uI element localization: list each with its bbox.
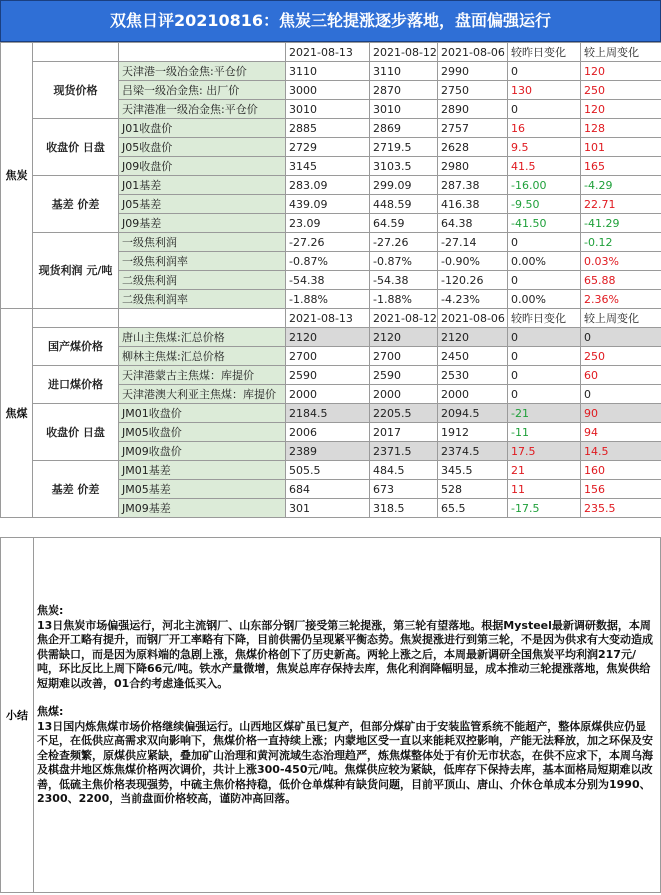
value-cell: 684	[286, 480, 370, 499]
row-label: 一级焦利润率	[119, 252, 286, 271]
row-group-label: 现货价格	[33, 62, 119, 119]
daily-change-cell: 0	[508, 328, 581, 347]
value-cell: 3103.5	[370, 157, 438, 176]
row-label: JM09收盘价	[119, 442, 286, 461]
value-cell: 2374.5	[438, 442, 508, 461]
column-header: 较昨日变化	[508, 43, 581, 62]
value-cell: 2980	[438, 157, 508, 176]
weekly-change-cell: 250	[581, 347, 661, 366]
weekly-change-cell: 0	[581, 328, 661, 347]
row-label: J05基差	[119, 195, 286, 214]
column-header: 较上周变化	[581, 43, 661, 62]
daily-change-cell: 130	[508, 81, 581, 100]
column-header: 2021-08-06	[438, 43, 508, 62]
column-header: 2021-08-12	[370, 309, 438, 328]
row-label: J01基差	[119, 176, 286, 195]
row-label: J09收盘价	[119, 157, 286, 176]
row-label: 天津港一级冶金焦:平仓价	[119, 62, 286, 81]
value-cell: 299.09	[370, 176, 438, 195]
weekly-change-cell: 94	[581, 423, 661, 442]
row-label: JM01收盘价	[119, 404, 286, 423]
row-group-label: 国产煤价格	[33, 328, 119, 366]
value-cell: 673	[370, 480, 438, 499]
row-group-label: 基差 价差	[33, 176, 119, 233]
column-header: 较上周变化	[581, 309, 661, 328]
value-cell: -4.23%	[438, 290, 508, 309]
weekly-change-cell: -0.12	[581, 233, 661, 252]
daily-change-cell: -21	[508, 404, 581, 423]
daily-change-cell: 9.5	[508, 138, 581, 157]
value-cell: -27.14	[438, 233, 508, 252]
row-group-label: 现货利润 元/吨	[33, 233, 119, 309]
weekly-change-cell: 65.88	[581, 271, 661, 290]
weekly-change-cell: -4.29	[581, 176, 661, 195]
section-label: 焦炭	[1, 43, 33, 309]
value-cell: 283.09	[286, 176, 370, 195]
value-cell: 2000	[286, 385, 370, 404]
weekly-change-cell: -41.29	[581, 214, 661, 233]
summary-label: 小结	[1, 538, 34, 892]
value-cell: 448.59	[370, 195, 438, 214]
value-cell: 2017	[370, 423, 438, 442]
value-cell: 2628	[438, 138, 508, 157]
daily-change-cell: 0.00%	[508, 290, 581, 309]
daily-change-cell: 17.5	[508, 442, 581, 461]
value-cell: 3000	[286, 81, 370, 100]
row-label: J09基差	[119, 214, 286, 233]
header-row	[1, 309, 661, 328]
row-group-label: 收盘价 日盘	[33, 404, 119, 461]
value-cell: 23.09	[286, 214, 370, 233]
value-cell: 2120	[286, 328, 370, 347]
row-label: 天津港澳大利亚主焦煤：库提价	[119, 385, 286, 404]
weekly-change-cell: 0	[581, 385, 661, 404]
weekly-change-cell: 235.5	[581, 499, 661, 518]
weekly-change-cell: 156	[581, 480, 661, 499]
daily-change-cell: 0.00%	[508, 252, 581, 271]
value-cell: -0.90%	[438, 252, 508, 271]
value-cell: 2869	[370, 119, 438, 138]
summary-panel	[0, 537, 661, 893]
row-group-label: 基差 价差	[33, 461, 119, 518]
row-label: 吕梁一级冶金焦: 出厂价	[119, 81, 286, 100]
value-cell: 1912	[438, 423, 508, 442]
value-cell: 2006	[286, 423, 370, 442]
table-row	[1, 328, 661, 347]
row-group-label: 进口煤价格	[33, 366, 119, 404]
coal-summary-title: 焦煤:	[37, 705, 64, 718]
daily-change-cell: -17.5	[508, 499, 581, 518]
value-cell: 3110	[286, 62, 370, 81]
row-label: J05收盘价	[119, 138, 286, 157]
daily-change-cell: 0	[508, 385, 581, 404]
table-row	[1, 233, 661, 252]
value-cell: 2750	[438, 81, 508, 100]
row-label: JM05收盘价	[119, 423, 286, 442]
row-label: 二级焦利润率	[119, 290, 286, 309]
row-label: 天津港准一级冶金焦:平仓价	[119, 100, 286, 119]
daily-change-cell: -9.50	[508, 195, 581, 214]
value-cell: -120.26	[438, 271, 508, 290]
value-cell: -0.87%	[370, 252, 438, 271]
table-row	[1, 176, 661, 195]
value-cell: 2729	[286, 138, 370, 157]
value-cell: -27.26	[286, 233, 370, 252]
coke-summary-title: 焦炭:	[37, 604, 64, 617]
value-cell: 2094.5	[438, 404, 508, 423]
value-cell: 2890	[438, 100, 508, 119]
value-cell: 2590	[370, 366, 438, 385]
section-label: 焦煤	[1, 309, 33, 518]
daily-change-cell: 11	[508, 480, 581, 499]
value-cell: 64.38	[438, 214, 508, 233]
value-cell: 2700	[370, 347, 438, 366]
row-label: JM09基差	[119, 499, 286, 518]
row-group-label: 收盘价 日盘	[33, 119, 119, 176]
summary-text	[37, 604, 657, 807]
daily-change-cell: 21	[508, 461, 581, 480]
value-cell: 2757	[438, 119, 508, 138]
value-cell: 2870	[370, 81, 438, 100]
value-cell: 345.5	[438, 461, 508, 480]
value-cell: 484.5	[370, 461, 438, 480]
value-cell: 2590	[286, 366, 370, 385]
price-table	[0, 42, 661, 518]
value-cell: 3010	[370, 100, 438, 119]
daily-change-cell: 0	[508, 62, 581, 81]
value-cell: -1.88%	[370, 290, 438, 309]
coal-summary-text: 13日国内炼焦煤市场价格继续偏强运行。山西地区煤矿虽已复产，但部分煤矿由于安装监管系统不能超产，整体原煤供应仍显不足，在低供应高需求双向影响下，焦煤价格一直持续上涨；内蒙地区受一直以来能耗双控影响，产能无法释放，加之环保及安全检查频繁，原煤供应紧缺，叠加矿山治理和黄河流域生态治理趋严，炼焦煤整体处于有价无市状态，在供不应求下，本周乌海及棋盘井地区炼焦煤价格两次调价，共计上涨300-450元/吨。焦煤供应较为紧缺，低库存下保持去库，基本面格局短期难以改善，低硫主焦价格表现强势，中硫主焦价格持稳，低价仓单煤种有缺货问题，目前平顶山、唐山、介休仓单成本分别为1990、2300、2200，当前盘面价格较高，谨防冲高回落。	[37, 719, 653, 805]
weekly-change-cell: 250	[581, 81, 661, 100]
row-label: J01收盘价	[119, 119, 286, 138]
row-label: 柳林主焦煤:汇总价格	[119, 347, 286, 366]
daily-change-cell: -16.00	[508, 176, 581, 195]
row-label: 唐山主焦煤:汇总价格	[119, 328, 286, 347]
value-cell: 2885	[286, 119, 370, 138]
row-label: JM01基差	[119, 461, 286, 480]
column-header: 2021-08-12	[370, 43, 438, 62]
value-cell: 2205.5	[370, 404, 438, 423]
value-cell: 64.59	[370, 214, 438, 233]
daily-change-cell: 41.5	[508, 157, 581, 176]
header-empty-cell	[119, 43, 286, 62]
daily-change-cell: -41.50	[508, 214, 581, 233]
value-cell: 2000	[370, 385, 438, 404]
weekly-change-cell: 165	[581, 157, 661, 176]
value-cell: 2120	[438, 328, 508, 347]
value-cell: 2450	[438, 347, 508, 366]
row-label: 一级焦利润	[119, 233, 286, 252]
column-header: 2021-08-13	[286, 43, 370, 62]
daily-change-cell: 0	[508, 233, 581, 252]
coke-summary-text: 13日焦炭市场偏强运行，河北主流钢厂、山东部分钢厂接受第三轮提涨，第三轮有望落地。根据Mysteel最新调研数据，本周焦企开工略有提升，而钢厂开工率略有下降，目前供需仍呈现紧平衡态势。焦炭提涨进行到第三轮，不是因为供求有大变动造成供需缺口，而是因为原料端的急剧上涨，焦煤价格创下了历史新高。两轮上涨之后，本周最新调研全国焦炭平均利润217元/吨，环比反比上周下降66元/吨。铁水产量微增，焦炭总库存保持去库，焦化利润降幅明显，成本推动三轮提涨落地，焦炭供给短期难以改善，01合约考虑逢低买入。	[37, 618, 653, 690]
value-cell: -0.87%	[286, 252, 370, 271]
report-title: 双焦日评20210816：焦炭三轮提涨逐步落地，盘面偏强运行	[0, 0, 661, 42]
weekly-change-cell: 90	[581, 404, 661, 423]
weekly-change-cell: 60	[581, 366, 661, 385]
table-row	[1, 62, 661, 81]
value-cell: 2120	[370, 328, 438, 347]
weekly-change-cell: 22.71	[581, 195, 661, 214]
table-row	[1, 404, 661, 423]
weekly-change-cell: 101	[581, 138, 661, 157]
daily-change-cell: 0	[508, 347, 581, 366]
value-cell: 301	[286, 499, 370, 518]
value-cell: -54.38	[286, 271, 370, 290]
weekly-change-cell: 120	[581, 62, 661, 81]
value-cell: 2990	[438, 62, 508, 81]
value-cell: 505.5	[286, 461, 370, 480]
weekly-change-cell: 14.5	[581, 442, 661, 461]
daily-change-cell: 0	[508, 271, 581, 290]
value-cell: 2389	[286, 442, 370, 461]
value-cell: 3010	[286, 100, 370, 119]
value-cell: 528	[438, 480, 508, 499]
value-cell: 2530	[438, 366, 508, 385]
table-row	[1, 461, 661, 480]
value-cell: 2371.5	[370, 442, 438, 461]
value-cell: 2700	[286, 347, 370, 366]
daily-change-cell: 16	[508, 119, 581, 138]
value-cell: 3145	[286, 157, 370, 176]
weekly-change-cell: 0.03%	[581, 252, 661, 271]
row-label: JM05基差	[119, 480, 286, 499]
daily-change-cell: 0	[508, 366, 581, 385]
value-cell: -54.38	[370, 271, 438, 290]
header-row	[1, 43, 661, 62]
value-cell: 2719.5	[370, 138, 438, 157]
row-label: 天津港蒙古主焦煤：库提价	[119, 366, 286, 385]
value-cell: 2184.5	[286, 404, 370, 423]
value-cell: -27.26	[370, 233, 438, 252]
header-empty-cell	[33, 43, 119, 62]
row-label: 二级焦利润	[119, 271, 286, 290]
value-cell: 287.38	[438, 176, 508, 195]
value-cell: 2000	[438, 385, 508, 404]
weekly-change-cell: 160	[581, 461, 661, 480]
weekly-change-cell: 2.36%	[581, 290, 661, 309]
table-row	[1, 119, 661, 138]
value-cell: -1.88%	[286, 290, 370, 309]
column-header: 较昨日变化	[508, 309, 581, 328]
value-cell: 3110	[370, 62, 438, 81]
column-header: 2021-08-06	[438, 309, 508, 328]
value-cell: 65.5	[438, 499, 508, 518]
value-cell: 439.09	[286, 195, 370, 214]
value-cell: 318.5	[370, 499, 438, 518]
table-row	[1, 366, 661, 385]
value-cell: 416.38	[438, 195, 508, 214]
daily-change-cell: 0	[508, 100, 581, 119]
column-header: 2021-08-13	[286, 309, 370, 328]
daily-change-cell: -11	[508, 423, 581, 442]
weekly-change-cell: 120	[581, 100, 661, 119]
header-empty-cell	[119, 309, 286, 328]
header-empty-cell	[33, 309, 119, 328]
weekly-change-cell: 128	[581, 119, 661, 138]
